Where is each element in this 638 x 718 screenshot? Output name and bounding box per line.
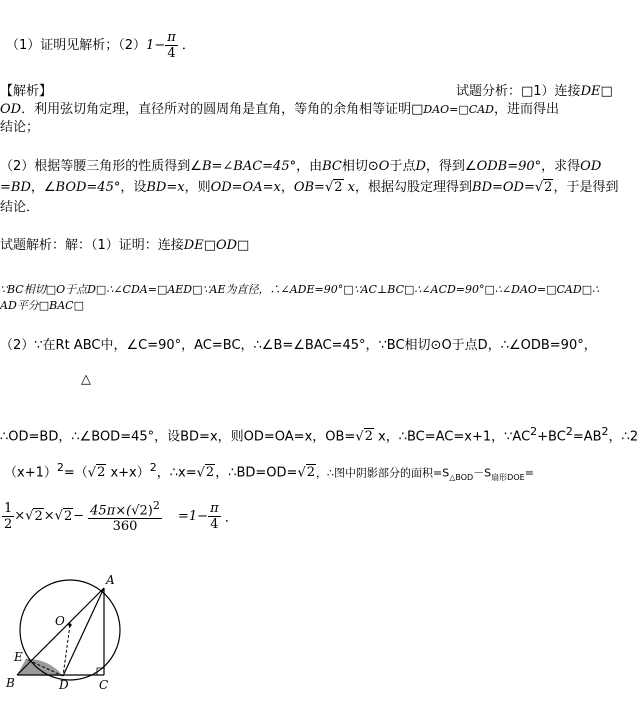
formula-times-sqrt: ×√2×√2− (14, 508, 85, 524)
formula-pi: π (210, 500, 219, 516)
hint2-bdx: BD=x (146, 180, 185, 195)
p4-sqrt1-val: 2 (97, 465, 106, 481)
hint2-line1 (0, 158, 601, 176)
hint2-bd: =BD (0, 180, 31, 195)
p3-sqrt-val: 2 (364, 429, 373, 445)
p4-i: ，∴BD=OD= (215, 465, 298, 481)
label-d: D (59, 678, 69, 692)
p3-g: =AB (572, 429, 602, 445)
formula-half-num: 1 (4, 500, 13, 516)
answer-part1: （1）证明见解析；（2） (6, 38, 147, 53)
solution-p3 (0, 423, 638, 446)
geometry-figure (0, 570, 140, 700)
hint2-then: ，则 (184, 180, 211, 195)
p3-c: x，∴BC=AC=x+1，∵AC (373, 429, 531, 445)
formula-minus: − (73, 508, 85, 524)
p3-sup2: 2 (565, 425, 573, 438)
solution-p1-conclusion: AD平分□BAC□ (0, 299, 84, 312)
hint2-text-g: 于点 (389, 159, 416, 174)
hint2-od: OD (580, 159, 602, 174)
hint2-angle-sym: ，∠ (30, 180, 56, 195)
hint2-sqrt-val: 2 (334, 180, 343, 195)
formula-times2: × (43, 508, 55, 524)
hint2-set: ，设 (120, 180, 147, 195)
p4-a: （x+1） (4, 465, 57, 481)
p4-sub1: △BOD (449, 472, 474, 482)
p3-a: ∴OD=BD，∴∠BOD=45°，设BD=x，则OD=OA=x，OB= (0, 429, 356, 445)
p3-i: ，∴2 (608, 429, 638, 445)
hint2-odoa: OD=OA=x (210, 180, 281, 195)
hint2-ob: OB= (293, 180, 325, 195)
formula-big-num: $45\pi\times(√2)^2$ (90, 499, 160, 519)
p4-e: x+x） (106, 465, 150, 481)
label-o: O (55, 614, 65, 628)
hint2-angle-b: B=∠BAC=45° (201, 159, 297, 174)
p3-sup3: 2 (601, 425, 609, 438)
answer-one-minus: 1− (146, 38, 166, 53)
analysis-tail: ，进而得出 (493, 102, 559, 117)
formula-half-den: 2 (4, 516, 13, 532)
formula-four: 4 (210, 516, 219, 532)
p4-sqrt1: √2 (87, 465, 106, 481)
formula-r2b: 2 (63, 508, 73, 524)
formula-big-r2: 2 (139, 503, 148, 519)
hint2-x: x (347, 180, 356, 195)
hint2-o: O (378, 159, 390, 174)
hint2-sqrt2: √2 (534, 180, 553, 195)
p3-sqrt: √2 (355, 429, 373, 445)
answer-four: 4 (167, 46, 176, 61)
hint2-d: D (415, 159, 426, 174)
formula-big-frac (88, 498, 162, 534)
formula-times1: × (14, 508, 26, 524)
hint2-text-c: ，由 (296, 159, 323, 174)
analysis-conclusion: 结论； (0, 120, 40, 135)
formula-pi-frac (208, 501, 221, 532)
formula-r2a: 2 (34, 508, 43, 524)
p4-sqrt2-val: 2 (205, 465, 215, 481)
hint2-bc: BC (322, 159, 342, 174)
hint2-text-a: （2）根据等腰三角形的性质得到∠ (0, 159, 202, 174)
solution-triangle (81, 371, 91, 389)
analysis-line3 (0, 119, 39, 137)
p4-sub2: 扇形DOE (491, 472, 525, 482)
p4-sup1: 2 (56, 461, 64, 474)
analysis-angle: DAO=□CAD (423, 103, 494, 116)
triangle-symbol: △ (81, 372, 91, 387)
analysis-hint-label: 试题分析：□1）连接 (456, 84, 581, 99)
analysis-text: ．利用弦切角定理，直径所对的圆周角是直角，等角的余角相等证明□ (21, 102, 424, 117)
answer-line (6, 30, 195, 61)
hint2-bdod: BD=OD= (472, 180, 535, 195)
hint2-bod: BOD=45° (55, 180, 121, 195)
p4-o: = (524, 466, 534, 480)
p4-sqrt3: √2 (297, 465, 316, 481)
solution-p1b (0, 297, 84, 315)
solution-p1-text: ∵BC相切□O于点D□∴∠CDA=□AED□∵AE为直径，∴∠ADE=90°□∵AC⊥BC□∴∠ACD=90°□∴∠DAO=□CAD□∴ (0, 283, 600, 296)
formula-big-num-a: 45π×( (90, 503, 132, 519)
hint2-thus: ，于是得到 (553, 180, 619, 195)
formula-tail: ． (224, 510, 238, 526)
analysis-line2 (0, 101, 559, 119)
answer-pi: π (167, 30, 176, 45)
hint2-sqrt2-val: 2 (544, 180, 553, 195)
p4-sqrt2: √2 (196, 465, 215, 481)
answer-fraction (165, 30, 178, 61)
hint2-line3 (0, 199, 39, 217)
analysis-header-text: 【解析】 (0, 84, 53, 99)
formula-big-close: ) (147, 503, 153, 519)
hint2-pythag: ，根据勾股定理得到 (355, 180, 473, 195)
p3-sup1: 2 (530, 425, 538, 438)
hint2-comma: ， (280, 180, 294, 195)
formula-big-den: 360 (112, 519, 138, 535)
formula-line (2, 498, 238, 534)
hint2-text-k: ，求得 (541, 159, 581, 174)
formula-eq: =1− (178, 508, 209, 524)
solution-p2 (0, 337, 597, 355)
p4-m: －S (473, 466, 492, 480)
analysis-header (0, 83, 52, 101)
label-a: A (106, 573, 115, 587)
hint2-text-i: ，得到∠ (425, 159, 477, 174)
formula-big-sup: 2 (152, 499, 160, 512)
p3-e: +BC (537, 429, 566, 445)
solution-p1 (0, 281, 599, 299)
p4-k: ，∴图中阴影部分的面积=S (316, 466, 450, 480)
solution-title (0, 237, 249, 255)
analysis-hint (456, 83, 613, 101)
point-o (68, 623, 71, 626)
hint2-odb: ODB=90° (476, 159, 542, 174)
solution-p2-text: （2）∵在Rt ABC中，∠C=90°，AC=BC，∴∠B=∠BAC=45°，∵BC相切⊙O于点D，∴∠ODB=90°， (0, 338, 597, 353)
circle-o (20, 580, 120, 680)
p4-c: =（ (63, 465, 88, 481)
formula-half (2, 501, 14, 532)
hint2-text-e: 相切⊙ (341, 159, 379, 174)
solution-title-text: 试题解析：解：（1）证明：连接 (0, 238, 184, 253)
solution-title-de: DE□OD□ (183, 238, 250, 253)
hint2-line2 (0, 179, 618, 197)
p4-sqrt3-val: 2 (306, 465, 316, 481)
label-c: C (99, 678, 109, 692)
segment-ab (17, 588, 104, 675)
answer-tail: ． (181, 38, 195, 53)
hint2-sqrt: √2 (324, 180, 343, 195)
hint2-conclusion: 结论． (0, 200, 40, 215)
label-e: E (14, 650, 23, 664)
p4-sup2: 2 (149, 461, 157, 474)
analysis-od: OD (0, 102, 22, 117)
analysis-hint-de: DE□ (580, 84, 613, 99)
solution-p4 (4, 459, 534, 487)
p4-g: ，∴x= (156, 465, 197, 481)
label-b: B (6, 676, 15, 690)
